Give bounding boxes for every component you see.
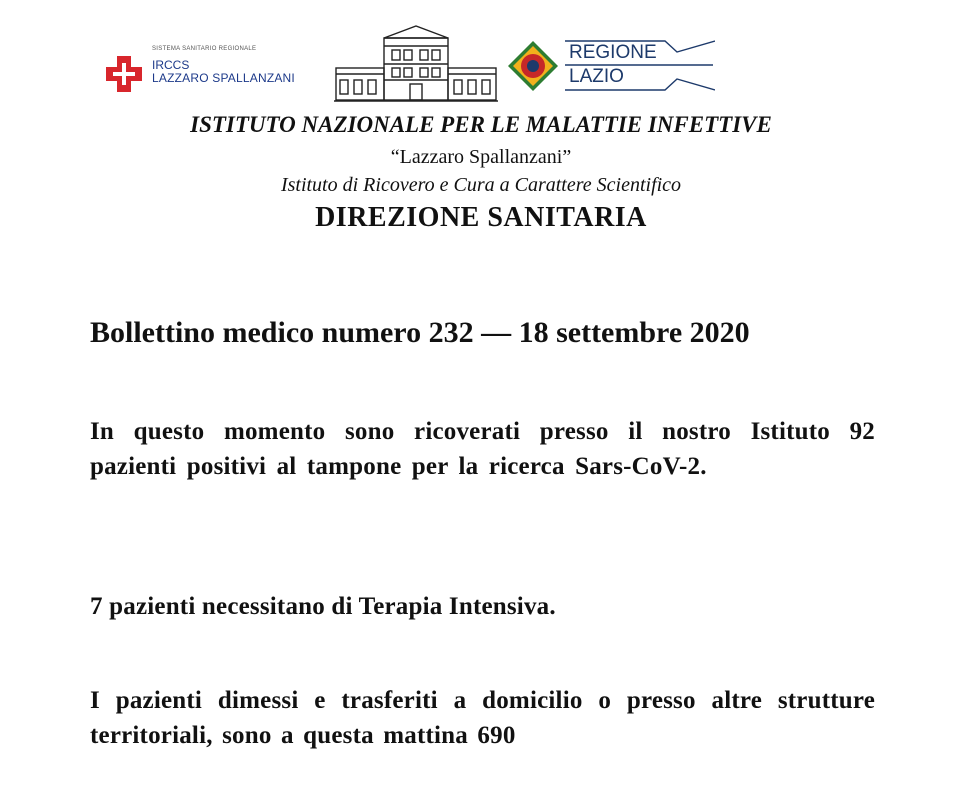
irccs-line2: LAZZARO SPALLANZANI <box>152 71 295 85</box>
irccs-small-text: SISTEMA SANITARIO REGIONALE <box>152 46 257 52</box>
logo-bar <box>0 24 962 110</box>
institute-name: ISTITUTO NAZIONALE PER LE MALATTIE INFETTIVE <box>190 112 772 137</box>
irccs-line1: IRCCS <box>152 58 190 72</box>
department-heading: DIREZIONE SANITARIA <box>315 202 647 233</box>
bulletin-paragraph-hospitalized: In questo momento sono ricoverati presso il nostro Istituto 92 pazienti positivi al tampone per la ricerca Sars-CoV-2. <box>90 418 875 480</box>
regione-emblem-icon <box>507 40 559 92</box>
institute-subtitle: Istituto di Ricovero e Cura a Carattere Scientifico <box>280 174 682 196</box>
regione-line2: LAZIO <box>569 66 624 87</box>
institute-title: “Lazzaro Spallanzani” <box>390 146 572 168</box>
bulletin-paragraph-intensive-care: 7 pazienti necessitano di Terapia Intensiva. <box>90 593 556 620</box>
bulletin-title: Bollettino medico numero 232 — 18 settembre 2020 <box>90 316 750 349</box>
bulletin-paragraph-discharged: I pazienti dimessi e trasferiti a domicilio o presso altre strutture territoriali, sono a questa mattina 690 <box>90 687 875 749</box>
irccs-logo <box>104 46 324 96</box>
building-logo-icon <box>334 24 498 104</box>
red-cross-icon <box>104 54 144 94</box>
regione-line1: REGIONE <box>569 42 657 63</box>
regione-lazio-logo <box>507 40 717 98</box>
